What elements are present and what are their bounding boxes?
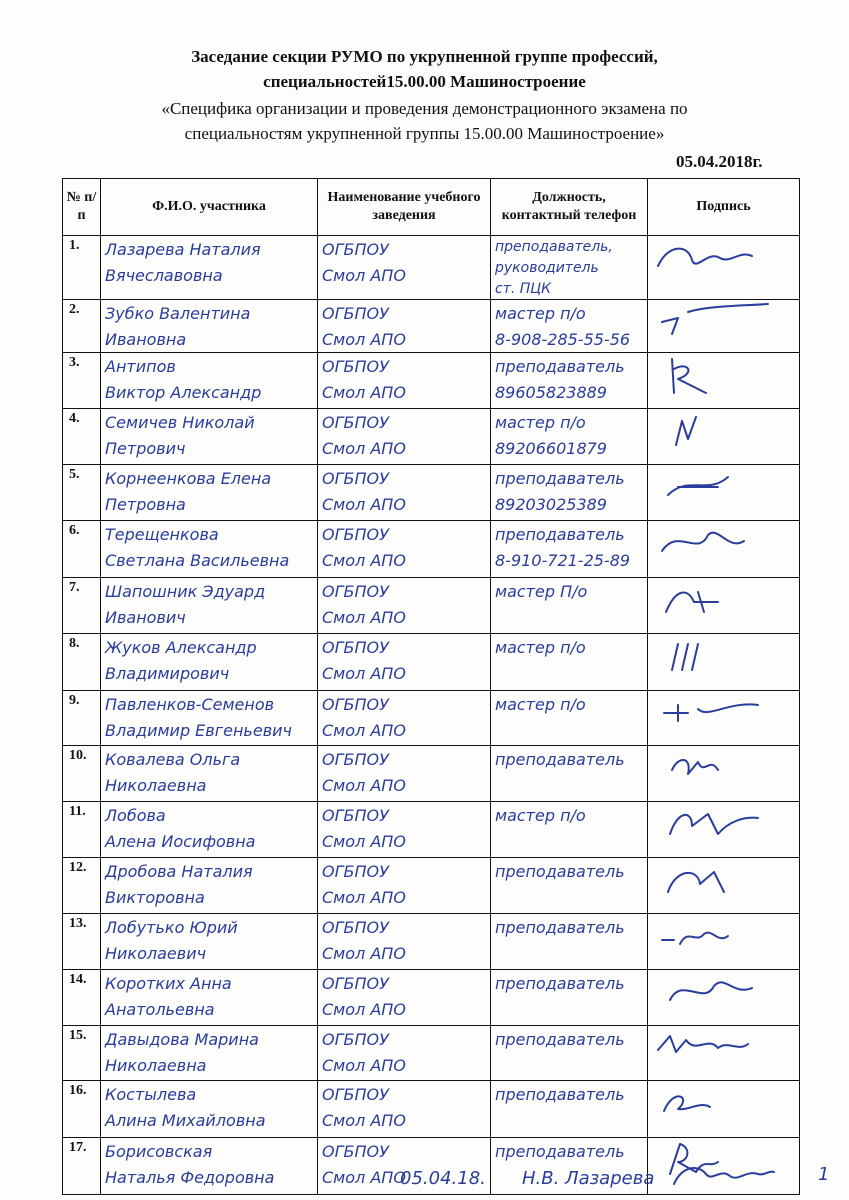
row-number: 8.: [63, 634, 101, 691]
position-phone-line: преподаватель: [495, 525, 625, 544]
institution-line: Смол АПО: [322, 1111, 406, 1130]
institution-line: ОГБПОУ: [322, 974, 389, 993]
signature-mark: [648, 236, 798, 289]
table-row: [63, 802, 800, 858]
row-number: 14.: [63, 970, 101, 1026]
position-phone-cell: [491, 634, 648, 691]
signature-cell: [648, 465, 800, 521]
participant-name-line: Николаевич: [105, 944, 207, 963]
participant-name-line: Светлана Васильевна: [105, 551, 290, 570]
institution-line: ОГБПОУ: [322, 695, 389, 714]
table-row: [63, 300, 800, 353]
participant-name-cell: [101, 970, 318, 1026]
participant-name-line: Костылева: [105, 1085, 197, 1104]
signature-mark: [648, 691, 798, 742]
institution-cell: [318, 1026, 491, 1081]
participant-name-line: Виктор Александр: [105, 383, 262, 402]
participant-name-cell: [101, 1026, 318, 1081]
institution-line: Смол АПО: [322, 664, 406, 683]
position-phone-cell: [491, 236, 648, 300]
position-phone-line: преподаватель: [495, 1085, 625, 1104]
position-phone-cell: [491, 746, 648, 802]
table-row: [63, 409, 800, 465]
signature-cell: [648, 300, 800, 353]
position-phone-line: 8-908-285-55-56: [495, 330, 631, 349]
table-row: [63, 236, 800, 300]
participant-name-cell: [101, 1081, 318, 1138]
position-phone-line: мастер П/о: [495, 582, 588, 601]
position-phone-cell: [491, 802, 648, 858]
signature-mark: [648, 465, 798, 517]
participant-name-line: Терещенкова: [105, 525, 219, 544]
position-phone-cell: [491, 578, 648, 634]
participant-name-line: Павленков-Семенов: [105, 695, 275, 714]
institution-line: ОГБПОУ: [322, 1030, 389, 1049]
position-phone-cell: [491, 1081, 648, 1138]
position-phone-line: преподаватель: [495, 862, 625, 881]
position-phone-line: мастер п/о: [495, 413, 586, 432]
institution-cell: [318, 465, 491, 521]
participant-name-line: Лобова: [105, 806, 166, 825]
signature-mark: [648, 914, 798, 966]
institution-line: Смол АПО: [322, 832, 406, 851]
page-number: 1: [818, 1164, 830, 1185]
position-phone-line: преподаватель: [495, 1142, 625, 1161]
row-number: 9.: [63, 691, 101, 746]
col-header-org: Наименование учебного заведения: [318, 179, 491, 236]
signature-cell: [648, 409, 800, 465]
table-row: [63, 465, 800, 521]
institution-cell: [318, 970, 491, 1026]
row-number: 10.: [63, 746, 101, 802]
participant-name-line: Петрович: [105, 439, 186, 458]
table-row: [63, 353, 800, 409]
table-row: [63, 691, 800, 746]
institution-cell: [318, 634, 491, 691]
participant-name-cell: [101, 578, 318, 634]
subtitle-line-2: специальностям укрупненной группы 15.00.00 Машиностроение»: [184, 124, 665, 143]
participant-name-line: Зубко Валентина: [105, 304, 251, 323]
table-row: [63, 1081, 800, 1138]
participant-name-line: Анатольевна: [105, 1000, 215, 1019]
institution-line: ОГБПОУ: [322, 469, 389, 488]
signature-mark: [648, 746, 798, 798]
col-header-signature: Подпись: [648, 179, 800, 236]
institution-cell: [318, 409, 491, 465]
signature-cell: [648, 746, 800, 802]
row-number: 1.: [63, 236, 101, 300]
table-row: [63, 914, 800, 970]
institution-cell: [318, 691, 491, 746]
row-number: 2.: [63, 300, 101, 353]
table-row: [63, 634, 800, 691]
institution-cell: [318, 802, 491, 858]
position-phone-cell: [491, 353, 648, 409]
participant-name-line: Алина Михайловна: [105, 1111, 266, 1130]
signature-cell: [648, 970, 800, 1026]
signature-mark: [648, 578, 798, 630]
institution-cell: [318, 858, 491, 914]
institution-cell: [318, 300, 491, 353]
participant-name-line: Наталья Федоровна: [105, 1168, 275, 1187]
signature-cell: [648, 578, 800, 634]
position-phone-line: преподаватель,: [495, 239, 613, 255]
institution-line: ОГБПОУ: [322, 1085, 389, 1104]
participant-name-line: Семичев Николай: [105, 413, 255, 432]
participant-name-cell: [101, 858, 318, 914]
table-header-row: [63, 179, 800, 236]
institution-line: Смол АПО: [322, 1000, 406, 1019]
signature-mark: [648, 858, 798, 910]
table-body: [63, 236, 800, 1195]
row-number: 16.: [63, 1081, 101, 1138]
position-phone-line: преподаватель: [495, 750, 625, 769]
institution-line: Смол АПО: [322, 1168, 406, 1187]
participant-name-line: Алена Иосифовна: [105, 832, 256, 851]
institution-cell: [318, 353, 491, 409]
table-row: [63, 578, 800, 634]
table-row: [63, 521, 800, 578]
participant-name-cell: [101, 300, 318, 353]
position-phone-line: 89605823889: [495, 383, 607, 402]
table-row: [63, 746, 800, 802]
signature-mark: [648, 1081, 798, 1134]
signature-mark: [648, 970, 798, 1022]
signature-cell: [648, 858, 800, 914]
institution-line: ОГБПОУ: [322, 525, 389, 544]
participant-name-cell: [101, 353, 318, 409]
participant-name-line: Петровна: [105, 495, 186, 514]
position-phone-line: преподаватель: [495, 357, 625, 376]
row-number: 17.: [63, 1138, 101, 1195]
participant-name-line: Антипов: [105, 357, 176, 376]
institution-line: Смол АПО: [322, 1056, 406, 1075]
institution-cell: [318, 914, 491, 970]
col-header-num: № п/п: [63, 179, 101, 236]
institution-cell: [318, 578, 491, 634]
participant-name-cell: [101, 691, 318, 746]
row-number: 7.: [63, 578, 101, 634]
footer-date: 05.04.18.: [400, 1168, 486, 1189]
position-phone-cell: [491, 1026, 648, 1081]
institution-line: Смол АПО: [322, 721, 406, 740]
participant-name-cell: [101, 914, 318, 970]
position-phone-cell: [491, 300, 648, 353]
participant-name-cell: [101, 802, 318, 858]
table-row: [63, 1026, 800, 1081]
row-number: 12.: [63, 858, 101, 914]
row-number: 4.: [63, 409, 101, 465]
position-phone-line: преподаватель: [495, 918, 625, 937]
institution-line: Смол АПО: [322, 776, 406, 795]
table-row: [63, 858, 800, 914]
participant-name-cell: [101, 409, 318, 465]
institution-line: ОГБПОУ: [322, 1142, 389, 1161]
footer-signature: [668, 1160, 778, 1194]
institution-cell: [318, 521, 491, 578]
position-phone-cell: [491, 858, 648, 914]
col-header-position: Должность, контактный телефон: [491, 179, 648, 236]
signature-mark: [648, 634, 798, 687]
position-phone-line: преподаватель: [495, 1030, 625, 1049]
signature-mark: [648, 802, 798, 854]
participant-name-cell: [101, 634, 318, 691]
participant-name-line: Иванович: [105, 608, 186, 627]
signature-mark: [648, 409, 798, 461]
participant-name-cell: [101, 521, 318, 578]
participant-name-line: Владимирович: [105, 664, 230, 683]
participant-name-line: Давыдова Марина: [105, 1030, 259, 1049]
participant-name-line: Вячеславовна: [105, 266, 223, 285]
position-phone-line: мастер п/о: [495, 638, 586, 657]
title-line-1: Заседание секции РУМО по укрупненной группе профессий,: [191, 47, 658, 66]
position-phone-line: 89206601879: [495, 439, 607, 458]
participant-name-cell: [101, 1138, 318, 1195]
participant-name-cell: [101, 746, 318, 802]
institution-line: ОГБПОУ: [322, 240, 389, 259]
signature-cell: [648, 521, 800, 578]
participant-name-line: Борисовская: [105, 1142, 213, 1161]
participant-name-cell: [101, 465, 318, 521]
position-phone-cell: [491, 521, 648, 578]
position-phone-cell: [491, 914, 648, 970]
row-number: 13.: [63, 914, 101, 970]
row-number: 11.: [63, 802, 101, 858]
participant-name-line: Владимир Евгеньевич: [105, 721, 292, 740]
institution-line: Смол АПО: [322, 551, 406, 570]
institution-cell: [318, 746, 491, 802]
institution-line: ОГБПОУ: [322, 304, 389, 323]
position-phone-line: преподаватель: [495, 974, 625, 993]
institution-line: Смол АПО: [322, 439, 406, 458]
row-number: 5.: [63, 465, 101, 521]
institution-line: ОГБПОУ: [322, 862, 389, 881]
signature-cell: [648, 353, 800, 409]
position-phone-line: руководитель: [495, 260, 599, 276]
institution-line: ОГБПОУ: [322, 806, 389, 825]
participant-name-line: Лобутько Юрий: [105, 918, 238, 937]
participant-name-line: Ивановна: [105, 330, 187, 349]
position-phone-line: мастер п/о: [495, 695, 586, 714]
participant-name-line: Шапошник Эдуард: [105, 582, 266, 601]
footer-name: Н.В. Лазарева: [522, 1168, 655, 1189]
position-phone-cell: [491, 691, 648, 746]
institution-line: Смол АПО: [322, 495, 406, 514]
institution-line: ОГБПОУ: [322, 918, 389, 937]
position-phone-line: 8-910-721-25-89: [495, 551, 631, 570]
table-row: [63, 970, 800, 1026]
participant-name-line: Коротких Анна: [105, 974, 232, 993]
signature-cell: [648, 236, 800, 300]
institution-line: Смол АПО: [322, 608, 406, 627]
position-phone-cell: [491, 409, 648, 465]
participant-name-line: Ковалева Ольга: [105, 750, 241, 769]
institution-line: ОГБПОУ: [322, 750, 389, 769]
row-number: 6.: [63, 521, 101, 578]
participant-name-cell: [101, 236, 318, 300]
participant-name-line: Корнеенкова Елена: [105, 469, 272, 488]
col-header-name: Ф.И.О. участника: [101, 179, 318, 236]
institution-line: Смол АПО: [322, 944, 406, 963]
row-number: 3.: [63, 353, 101, 409]
signature-cell: [648, 914, 800, 970]
position-phone-line: ст. ПЦК: [495, 281, 552, 297]
signature-cell: [648, 1026, 800, 1081]
position-phone-line: мастер п/о: [495, 806, 586, 825]
attendance-table: [62, 178, 800, 1195]
position-phone-line: 89203025389: [495, 495, 607, 514]
institution-line: ОГБПОУ: [322, 638, 389, 657]
participant-name-line: Дробова Наталия: [105, 862, 253, 881]
signature-mark: [648, 1026, 798, 1077]
signature-cell: [648, 1081, 800, 1138]
title-line-2: специальностей15.00.00 Машиностроение: [263, 72, 586, 91]
participant-name-line: Николаевна: [105, 776, 207, 795]
institution-line: Смол АПО: [322, 266, 406, 285]
signature-cell: [648, 691, 800, 746]
position-phone-cell: [491, 970, 648, 1026]
institution-cell: [318, 1081, 491, 1138]
position-phone-line: преподаватель: [495, 469, 625, 488]
signature-cell: [648, 802, 800, 858]
participant-name-line: Лазарева Наталия: [105, 240, 261, 259]
meeting-date: 05.04.2018г.: [676, 152, 763, 171]
institution-line: ОГБПОУ: [322, 357, 389, 376]
institution-line: ОГБПОУ: [322, 582, 389, 601]
position-phone-line: мастер п/о: [495, 304, 586, 323]
institution-line: Смол АПО: [322, 330, 406, 349]
subtitle-line-1: «Специфика организации и проведения демонстрационного экзамена по: [161, 99, 688, 118]
participant-name-line: Викторовна: [105, 888, 205, 907]
institution-line: Смол АПО: [322, 888, 406, 907]
signature-cell: [648, 634, 800, 691]
signature-mark: [648, 300, 798, 347]
participant-name-line: Жуков Александр: [105, 638, 257, 657]
participant-name-line: Николаевна: [105, 1056, 207, 1075]
institution-line: ОГБПОУ: [322, 413, 389, 432]
row-number: 15.: [63, 1026, 101, 1081]
position-phone-cell: [491, 465, 648, 521]
institution-line: Смол АПО: [322, 383, 406, 402]
signature-mark: [648, 521, 798, 574]
institution-cell: [318, 236, 491, 300]
signature-mark: [648, 353, 798, 405]
